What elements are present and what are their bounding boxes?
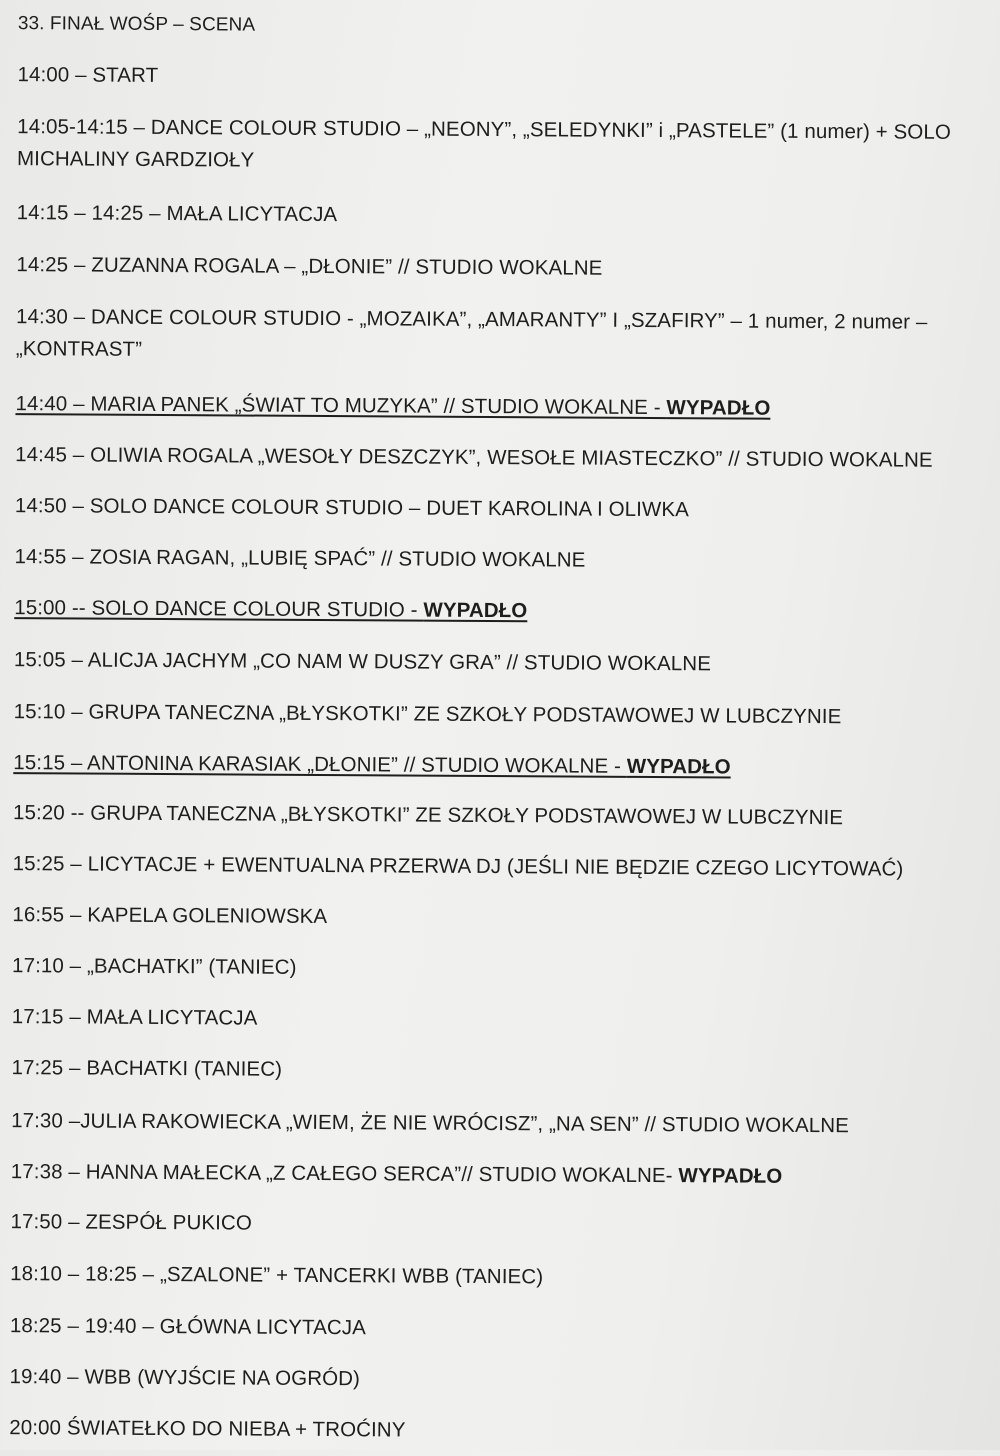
schedule-item: 15:25 – LICYTACJE + EWENTUALNA PRZERWA DJ (JEŚLI NIE BĘDZIE CZEGO LICYTOWAĆ) [12,852,904,881]
schedule-item: 17:30 –JULIA RAKOWIECKA „WIEM, ŻE NIE WRÓCISZ”, „NA SEN” // STUDIO WOKALNE [11,1109,850,1138]
schedule-item: 17:10 – „BACHATKI” (TANIEC) [12,954,297,979]
schedule-item: 14:50 – SOLO DANCE COLOUR STUDIO – DUET KAROLINA I OLIWKA [14,494,690,522]
cancelled-badge: WYPADŁO [626,754,731,779]
schedule-item-text: 17:38 – HANNA MAŁECKA „Z CAŁEGO SERCA”// STUDIO WOKALNE- [10,1160,679,1188]
schedule-item-cancelled [13,747,731,783]
schedule-item: 18:25 – 19:40 – GŁÓWNA LICYTACJA [9,1314,367,1340]
page-title: 33. FINAŁ WOŚP – SCENA [17,13,256,36]
schedule-item: 14:55 – ZOSIA RAGAN, „LUBIĘ SPAĆ” // STUDIO WOKALNE [14,545,586,572]
schedule-item: 17:50 – ZESPÓŁ PUKICO [10,1210,252,1235]
cancelled-badge: WYPADŁO [666,396,771,420]
schedule-item-cancelled [14,592,527,627]
schedule-item: 17:25 – BACHATKI (TANIEC) [11,1056,283,1081]
cancelled-badge: WYPADŁO [678,1164,783,1188]
schedule-item-cancelled [15,388,770,425]
schedule-item-text: 15:00 -- SOLO DANCE COLOUR STUDIO - [14,596,424,622]
schedule-item: 16:55 – KAPELA GOLENIOWSKA [12,903,328,929]
schedule-item: 14:45 – OLIWIA ROGALA „WESOŁY DESZCZYK”, WESOŁE MIASTECZKO” // STUDIO WOKALNE [15,443,933,472]
cancelled-badge: WYPADŁO [423,598,528,623]
schedule-item: 17:15 – MAŁA LICYTACJA [11,1005,258,1030]
schedule-item: 14:15 – 14:25 – MAŁA LICYTACJA [16,201,338,227]
schedule-item: 14:30 – DANCE COLOUR STUDIO - „MOZAIKA”, „AMARANTY” I „SZAFIRY” – 1 numer, 2 numer – „KONTRAST” [15,305,928,361]
schedule-item: 15:20 -- GRUPA TANECZNA „BŁYSKOTKI” ZE SZKOŁY PODSTAWOWEJ W LUBCZYNIE [12,801,844,830]
schedule-item: 14:25 – ZUZANNA ROGALA – „DŁONIE” // STUDIO WOKALNE [16,253,603,280]
schedule-item: 14:00 – START [17,63,159,87]
schedule-item: 15:10 – GRUPA TANECZNA „BŁYSKOTKI” ZE SZKOŁY PODSTAWOWEJ W LUBCZYNIE [13,700,842,729]
schedule-item: 18:10 – 18:25 – „SZALONE” + TANCERKI WBB (TANIEC) [10,1262,544,1289]
schedule-item: 19:40 – WBB (WYJŚCIE NA OGRÓD) [9,1365,361,1391]
schedule-item-text: 15:15 – ANTONINA KARASIAK „DŁONIE” // STUDIO WOKALNE - [13,751,627,778]
schedule-item: 20:00 ŚWIATEŁKO DO NIEBA + TROĆINY [9,1416,406,1442]
schedule-item: 15:05 – ALICJA JACHYM „CO NAM W DUSZY GRA” // STUDIO WOKALNE [13,648,712,676]
schedule-item-text: 14:40 – MARIA PANEK „ŚWIAT TO MUZYKA” // STUDIO WOKALNE - [15,392,667,420]
schedule-item-cancelled [11,1156,783,1193]
schedule-item: 14:05-14:15 – DANCE COLOUR STUDIO – „NEONY”, „SELEDYNKI” i „PASTELE” (1 numer) + SOLO MICHALINY GARDZIOŁY [16,115,952,172]
